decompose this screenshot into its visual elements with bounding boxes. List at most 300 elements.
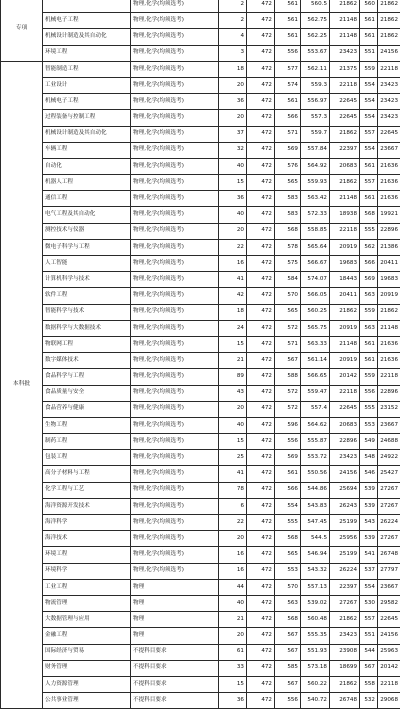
- min-rank: 24922: [378, 450, 400, 466]
- table-row: [1, 158, 400, 174]
- plan-count: 37: [219, 126, 247, 142]
- major-name: 机械设计制造及其自动化: [43, 126, 131, 142]
- avg-rank: 20142: [330, 369, 360, 385]
- min-rank: 29582: [378, 595, 400, 611]
- avg-rank: 23423: [330, 628, 360, 644]
- avg-score: 553.72: [301, 450, 330, 466]
- avg-score: 564.62: [301, 417, 330, 433]
- table-row: [1, 61, 400, 77]
- avg-rank: 26243: [330, 498, 360, 514]
- min-rank: 21862: [378, 0, 400, 13]
- plan-count: 41: [219, 466, 247, 482]
- plan-count: 42: [219, 288, 247, 304]
- major-name: 食品质量与安全: [43, 385, 131, 401]
- min-rank: 22645: [378, 612, 400, 628]
- min-score: 563: [360, 320, 378, 336]
- min-rank: 21636: [378, 336, 400, 352]
- avg-rank: 26748: [330, 693, 360, 709]
- min-rank: 23152: [378, 401, 400, 417]
- max-score: 556: [275, 434, 301, 450]
- max-score: 569: [275, 450, 301, 466]
- control-line: 472: [247, 191, 275, 207]
- control-line: 472: [247, 256, 275, 272]
- avg-rank: 22896: [330, 434, 360, 450]
- plan-count: 40: [219, 207, 247, 223]
- max-score: 567: [275, 628, 301, 644]
- min-score: 543: [360, 515, 378, 531]
- control-line: 472: [247, 385, 275, 401]
- avg-score: 559.3: [301, 77, 330, 93]
- avg-score: 573.18: [301, 660, 330, 676]
- plan-count: 21: [219, 612, 247, 628]
- max-score: 567: [275, 676, 301, 692]
- table-row: [1, 563, 400, 579]
- table-row: [1, 207, 400, 223]
- avg-score: 560.5: [301, 0, 330, 13]
- avg-score: 559.7: [301, 126, 330, 142]
- min-rank: 20919: [378, 288, 400, 304]
- min-rank: 27797: [378, 563, 400, 579]
- plan-count: 20: [219, 110, 247, 126]
- control-line: 472: [247, 353, 275, 369]
- min-score: 561: [360, 13, 378, 29]
- avg-score: 562.25: [301, 29, 330, 45]
- avg-score: 543.83: [301, 498, 330, 514]
- avg-score: 560.48: [301, 612, 330, 628]
- table-row: [1, 417, 400, 433]
- min-rank: 25427: [378, 466, 400, 482]
- max-score: 577: [275, 61, 301, 77]
- control-line: 472: [247, 595, 275, 611]
- plan-count: 16: [219, 563, 247, 579]
- min-score: 567: [360, 660, 378, 676]
- subject-requirement: 物理,化学(均须选考): [131, 272, 219, 288]
- min-rank: 22896: [378, 385, 400, 401]
- min-rank: 23667: [378, 417, 400, 433]
- control-line: 472: [247, 29, 275, 45]
- table-row: [1, 482, 400, 498]
- min-score: 530: [360, 595, 378, 611]
- plan-count: 40: [219, 417, 247, 433]
- control-line: 472: [247, 547, 275, 563]
- plan-count: 32: [219, 142, 247, 158]
- control-line: 472: [247, 466, 275, 482]
- plan-count: 16: [219, 547, 247, 563]
- control-line: 472: [247, 401, 275, 417]
- table-row: [1, 320, 400, 336]
- avg-rank: 22118: [330, 385, 360, 401]
- avg-score: 563.33: [301, 336, 330, 352]
- subject-requirement: 物理,化学(均须选考): [131, 239, 219, 255]
- major-name: 海洋科学: [43, 515, 131, 531]
- min-score: 562: [360, 239, 378, 255]
- avg-score: 555.35: [301, 628, 330, 644]
- subject-requirement: 物理: [131, 595, 219, 611]
- control-line: 472: [247, 628, 275, 644]
- plan-count: 22: [219, 515, 247, 531]
- min-score: 561: [360, 29, 378, 45]
- table-row: [1, 288, 400, 304]
- subject-requirement: 不提科目要求: [131, 644, 219, 660]
- plan-count: 18: [219, 304, 247, 320]
- min-rank: 21386: [378, 239, 400, 255]
- max-score: 576: [275, 158, 301, 174]
- subject-requirement: 物理,化学(均须选考): [131, 142, 219, 158]
- plan-count: 15: [219, 676, 247, 692]
- control-line: 472: [247, 110, 275, 126]
- control-line: 472: [247, 417, 275, 433]
- table-row: [1, 595, 400, 611]
- avg-score: 565.75: [301, 320, 330, 336]
- min-score: 532: [360, 693, 378, 709]
- control-line: 472: [247, 676, 275, 692]
- plan-count: 24: [219, 320, 247, 336]
- major-name: 金融工程: [43, 628, 131, 644]
- subject-requirement: 物理,化学(均须选考): [131, 191, 219, 207]
- table-row: [1, 94, 400, 110]
- min-score: 558: [360, 676, 378, 692]
- table-row: [1, 628, 400, 644]
- avg-score: 557.13: [301, 579, 330, 595]
- plan-count: 20: [219, 223, 247, 239]
- subject-requirement: 物理,化学(均须选考): [131, 336, 219, 352]
- major-name: 机械电子工程: [43, 13, 131, 29]
- plan-count: 21: [219, 353, 247, 369]
- table-row: [1, 547, 400, 563]
- avg-rank: 21148: [330, 191, 360, 207]
- min-rank: 23667: [378, 579, 400, 595]
- min-score: 539: [360, 531, 378, 547]
- min-score: 566: [360, 256, 378, 272]
- avg-rank: 21148: [330, 336, 360, 352]
- subject-requirement: 物理,化学(均须选考): [131, 563, 219, 579]
- min-rank: 20142: [378, 660, 400, 676]
- control-line: 472: [247, 13, 275, 29]
- major-name: 海洋资源开发技术: [43, 498, 131, 514]
- min-rank: 24156: [378, 45, 400, 61]
- table-row: [1, 612, 400, 628]
- avg-score: 557.4: [301, 401, 330, 417]
- min-score: 563: [360, 288, 378, 304]
- table-row: [1, 142, 400, 158]
- max-score: 565: [275, 175, 301, 191]
- table-row: [1, 660, 400, 676]
- major-name: 机器人工程: [43, 175, 131, 191]
- table-row: [1, 466, 400, 482]
- subject-requirement: 物理,化学(均须选考): [131, 547, 219, 563]
- min-rank: 27267: [378, 482, 400, 498]
- min-score: 541: [360, 547, 378, 563]
- min-score: 561: [360, 191, 378, 207]
- min-rank: 26748: [378, 547, 400, 563]
- subject-requirement: 不提科目要求: [131, 676, 219, 692]
- max-score: 572: [275, 385, 301, 401]
- table-row: [1, 239, 400, 255]
- plan-count: 20: [219, 77, 247, 93]
- plan-count: 36: [219, 94, 247, 110]
- table-row: [1, 175, 400, 191]
- max-score: 568: [275, 223, 301, 239]
- control-line: 472: [247, 369, 275, 385]
- max-score: 567: [275, 644, 301, 660]
- control-line: 472: [247, 77, 275, 93]
- max-score: 555: [275, 515, 301, 531]
- table-row: [1, 304, 400, 320]
- avg-score: 543.32: [301, 563, 330, 579]
- subject-requirement: 物理,化学(均须选考): [131, 531, 219, 547]
- min-score: 561: [360, 158, 378, 174]
- control-line: 472: [247, 239, 275, 255]
- subject-requirement: 物理,化学(均须选考): [131, 515, 219, 531]
- table-row: [1, 385, 400, 401]
- min-rank: 24688: [378, 434, 400, 450]
- control-line: 472: [247, 304, 275, 320]
- table-row: [1, 223, 400, 239]
- max-score: 572: [275, 320, 301, 336]
- min-score: 556: [360, 385, 378, 401]
- min-score: 568: [360, 207, 378, 223]
- table-row: [1, 256, 400, 272]
- avg-rank: 19683: [330, 256, 360, 272]
- table-row: [1, 272, 400, 288]
- min-rank: 19921: [378, 207, 400, 223]
- table-row: [1, 434, 400, 450]
- avg-score: 560.25: [301, 304, 330, 320]
- min-score: 549: [360, 434, 378, 450]
- avg-score: 572.33: [301, 207, 330, 223]
- plan-count: 2: [219, 13, 247, 29]
- min-rank: 24156: [378, 628, 400, 644]
- subject-requirement: 物理,化学(均须选考): [131, 482, 219, 498]
- major-name: 数字媒体技术: [43, 353, 131, 369]
- subject-requirement: 物理,化学(均须选考): [131, 385, 219, 401]
- avg-score: 560.22: [301, 676, 330, 692]
- table-row: [1, 579, 400, 595]
- major-name: 人力资源管理: [43, 676, 131, 692]
- subject-requirement: 物理,化学(均须选考): [131, 126, 219, 142]
- subject-requirement: 物理,化学(均须选考): [131, 77, 219, 93]
- control-line: 472: [247, 223, 275, 239]
- avg-rank: 20919: [330, 353, 360, 369]
- major-name: 物流管理: [43, 595, 131, 611]
- control-line: 472: [247, 563, 275, 579]
- major-name: 微电子科学与工程: [43, 239, 131, 255]
- min-score: 544: [360, 644, 378, 660]
- major-name: 测控技术与仪器: [43, 223, 131, 239]
- batch-category: 本科批: [1, 61, 43, 709]
- table-row: [1, 515, 400, 531]
- avg-rank: 25199: [330, 547, 360, 563]
- subject-requirement: 物理,化学(均须选考): [131, 320, 219, 336]
- max-score: 570: [275, 579, 301, 595]
- major-name: 食品营养与健康: [43, 401, 131, 417]
- control-line: 472: [247, 272, 275, 288]
- max-score: 583: [275, 191, 301, 207]
- major-name: 食品科学与工程: [43, 369, 131, 385]
- control-line: 472: [247, 320, 275, 336]
- min-score: 539: [360, 498, 378, 514]
- plan-count: 44: [219, 579, 247, 595]
- min-score: 557: [360, 126, 378, 142]
- major-name: 工业设计: [43, 77, 131, 93]
- avg-score: 566.67: [301, 256, 330, 272]
- major-name: 大数据管理与应用: [43, 612, 131, 628]
- table-row: [1, 498, 400, 514]
- max-score: 565: [275, 304, 301, 320]
- min-score: 554: [360, 579, 378, 595]
- min-score: 539: [360, 482, 378, 498]
- avg-rank: 20919: [330, 239, 360, 255]
- avg-rank: 25956: [330, 531, 360, 547]
- avg-rank: 20683: [330, 158, 360, 174]
- avg-rank: 26224: [330, 563, 360, 579]
- major-name: 自动化: [43, 158, 131, 174]
- avg-score: 539.02: [301, 595, 330, 611]
- major-name: 机械设计制造及其自动化: [43, 29, 131, 45]
- plan-count: 33: [219, 660, 247, 676]
- avg-rank: 24156: [330, 466, 360, 482]
- plan-count: 78: [219, 482, 247, 498]
- plan-count: 15: [219, 175, 247, 191]
- avg-score: 559.47: [301, 385, 330, 401]
- min-rank: 29068: [378, 693, 400, 709]
- min-score: 555: [360, 223, 378, 239]
- avg-rank: 21862: [330, 676, 360, 692]
- max-score: 553: [275, 563, 301, 579]
- table-row: [1, 369, 400, 385]
- control-line: 472: [247, 175, 275, 191]
- max-score: 596: [275, 417, 301, 433]
- min-rank: 23423: [378, 77, 400, 93]
- max-score: 572: [275, 401, 301, 417]
- control-line: 472: [247, 0, 275, 13]
- major-name: 智能制造工程: [43, 61, 131, 77]
- table-row: [1, 126, 400, 142]
- control-line: 472: [247, 288, 275, 304]
- control-line: 472: [247, 336, 275, 352]
- subject-requirement: 物理,化学(均须选考): [131, 158, 219, 174]
- major-name: 环境工程: [43, 547, 131, 563]
- avg-rank: 25199: [330, 515, 360, 531]
- subject-requirement: 物理,化学(均须选考): [131, 61, 219, 77]
- min-rank: 21862: [378, 29, 400, 45]
- avg-rank: 21862: [330, 175, 360, 191]
- plan-count: 4: [219, 29, 247, 45]
- min-rank: 22896: [378, 223, 400, 239]
- control-line: 472: [247, 207, 275, 223]
- max-score: 584: [275, 272, 301, 288]
- subject-requirement: 物理,化学(均须选考): [131, 13, 219, 29]
- avg-rank: 21862: [330, 126, 360, 142]
- major-name: 环境科学: [43, 563, 131, 579]
- min-score: 548: [360, 450, 378, 466]
- control-line: 472: [247, 61, 275, 77]
- max-score: 561: [275, 29, 301, 45]
- subject-requirement: 物理,化学(均须选考): [131, 0, 219, 13]
- avg-score: 558.85: [301, 223, 330, 239]
- subject-requirement: 物理,化学(均须选考): [131, 304, 219, 320]
- min-score: 569: [360, 272, 378, 288]
- max-score: 561: [275, 13, 301, 29]
- table-row: [1, 13, 400, 29]
- subject-requirement: 物理,化学(均须选考): [131, 498, 219, 514]
- plan-count: 40: [219, 158, 247, 174]
- subject-requirement: 物理: [131, 612, 219, 628]
- avg-rank: 25694: [330, 482, 360, 498]
- avg-score: 562.11: [301, 61, 330, 77]
- min-score: 559: [360, 304, 378, 320]
- subject-requirement: 物理,化学(均须选考): [131, 353, 219, 369]
- min-rank: 21148: [378, 320, 400, 336]
- subject-requirement: 物理,化学(均须选考): [131, 417, 219, 433]
- max-score: 575: [275, 256, 301, 272]
- plan-count: 36: [219, 191, 247, 207]
- plan-count: 61: [219, 644, 247, 660]
- max-score: 561: [275, 94, 301, 110]
- min-rank: 22118: [378, 369, 400, 385]
- min-rank: 27267: [378, 498, 400, 514]
- plan-count: 20: [219, 401, 247, 417]
- plan-count: 20: [219, 628, 247, 644]
- table-row: [1, 401, 400, 417]
- min-rank: 21636: [378, 158, 400, 174]
- table-row: [1, 45, 400, 61]
- max-score: 556: [275, 45, 301, 61]
- control-line: 472: [247, 434, 275, 450]
- avg-score: 566.65: [301, 369, 330, 385]
- max-score: 556: [275, 693, 301, 709]
- max-score: 565: [275, 547, 301, 563]
- major-name: 环境工程: [43, 45, 131, 61]
- avg-rank: 20411: [330, 288, 360, 304]
- plan-count: 43: [219, 385, 247, 401]
- min-score: 551: [360, 45, 378, 61]
- table-row: [1, 336, 400, 352]
- avg-score: 547.45: [301, 515, 330, 531]
- min-score: 555: [360, 401, 378, 417]
- plan-count: 36: [219, 693, 247, 709]
- min-score: 560: [360, 0, 378, 13]
- plan-count: 20: [219, 531, 247, 547]
- control-line: 472: [247, 450, 275, 466]
- min-score: 554: [360, 110, 378, 126]
- major-name: 制药工程: [43, 434, 131, 450]
- avg-score: 544.86: [301, 482, 330, 498]
- major-name: 物联网工程: [43, 336, 131, 352]
- avg-rank: 21862: [330, 304, 360, 320]
- min-score: 537: [360, 563, 378, 579]
- avg-rank: 23908: [330, 644, 360, 660]
- min-rank: 25963: [378, 644, 400, 660]
- table-row: [1, 0, 400, 13]
- avg-score: 557.3: [301, 110, 330, 126]
- avg-score: 546.94: [301, 547, 330, 563]
- avg-rank: 22645: [330, 110, 360, 126]
- table-row: [1, 77, 400, 93]
- max-score: 566: [275, 482, 301, 498]
- major-name: 工业工程: [43, 579, 131, 595]
- major-name: 化学工程与工艺: [43, 482, 131, 498]
- major-name: 通信工程: [43, 191, 131, 207]
- table-row: [1, 110, 400, 126]
- min-score: 554: [360, 142, 378, 158]
- table-row: [1, 29, 400, 45]
- major-name: 计算机科学与技术: [43, 272, 131, 288]
- min-rank: 26224: [378, 515, 400, 531]
- avg-rank: 22118: [330, 77, 360, 93]
- max-score: 583: [275, 207, 301, 223]
- major-name: 国际经济与贸易: [43, 644, 131, 660]
